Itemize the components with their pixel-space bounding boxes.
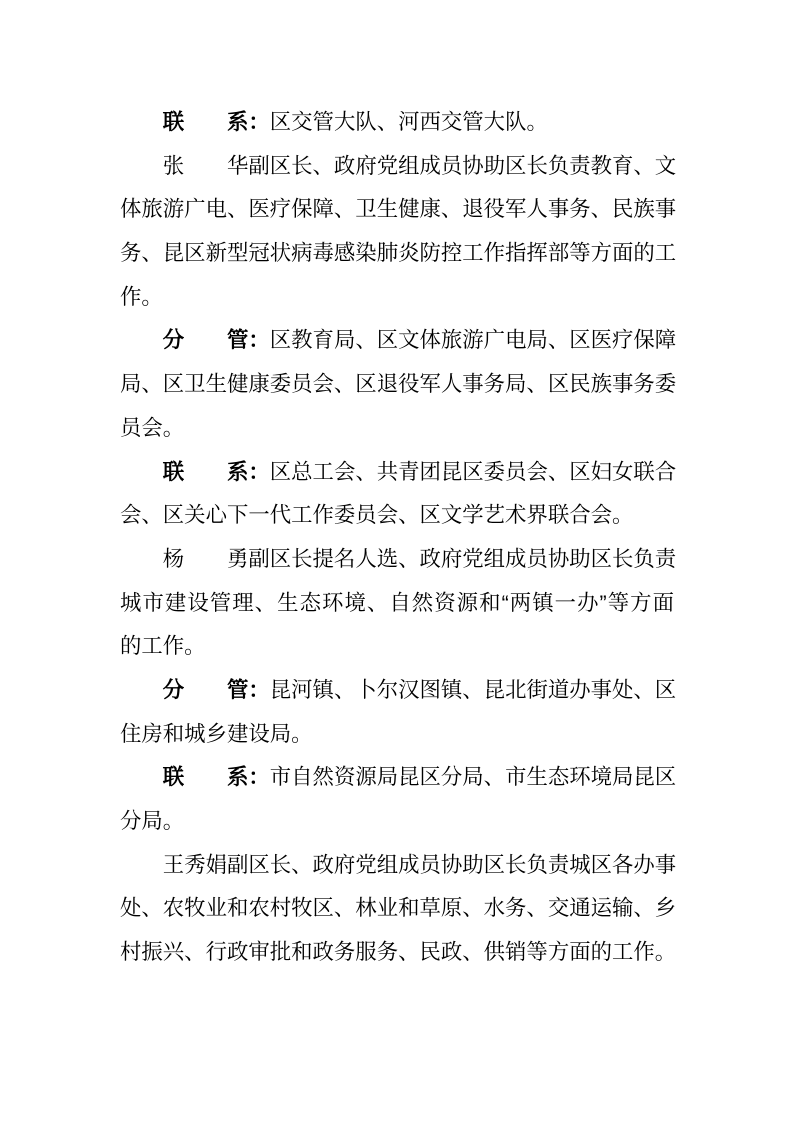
section-label: 联 系： — [162, 110, 270, 134]
line-text: 王秀娟副区长、政府党组成员协助区长负责城区各办事 — [162, 852, 677, 877]
line-text: 会、区关心下一代工作委员会、区文学艺术界联合会。 — [120, 503, 634, 528]
section-label: 联 系： — [162, 459, 270, 484]
text-line — [120, 800, 674, 844]
paragraph — [120, 669, 677, 756]
text-line — [120, 756, 677, 800]
text-line — [120, 844, 677, 888]
line-text: 员会。 — [120, 415, 185, 440]
text-line — [120, 451, 677, 495]
text-line — [120, 145, 677, 189]
line-text: 市自然资源局昆区分局、市生态环境局昆区 — [269, 765, 677, 790]
text-line — [120, 538, 677, 582]
text-line — [120, 363, 677, 407]
paragraph — [120, 538, 677, 669]
text-line — [120, 407, 674, 451]
line-text: 体旅游广电、医疗保障、卫生健康、退役军人事务、民族事 — [120, 197, 677, 222]
section-label: 分 管： — [162, 677, 270, 702]
text-line — [120, 582, 674, 626]
line-text: 处、农牧业和农村牧区、林业和草原、水务、交通运输、乡 — [120, 896, 677, 921]
paragraph — [120, 844, 677, 975]
section-label: 分 管： — [162, 328, 270, 353]
line-text: 杨 勇副区长提名人选、政府党组成员协助区长负责 — [162, 546, 677, 571]
line-text: 区总工会、共青团昆区委员会、区妇女联合 — [269, 459, 677, 484]
line-text: 的工作。 — [120, 634, 206, 659]
text-line — [120, 494, 674, 538]
line-text: 局、区卫生健康委员会、区退役军人事务局、区民族事务委 — [120, 372, 677, 397]
text-line — [120, 276, 674, 320]
paragraph — [120, 319, 677, 450]
text-line — [120, 887, 677, 931]
text-line — [120, 625, 674, 669]
text-line — [120, 713, 674, 757]
text-line — [120, 188, 677, 232]
line-text: 住房和城乡建设局。 — [120, 721, 313, 746]
paragraph — [120, 451, 677, 538]
text-line — [120, 669, 677, 713]
text-block — [120, 101, 677, 975]
text-line — [120, 931, 677, 975]
line-text: 昆河镇、卜尔汉图镇、昆北街道办事处、区 — [269, 677, 677, 702]
line-text: 区交管大队、河西交管大队。 — [269, 110, 548, 134]
paragraph — [120, 145, 677, 320]
text-line — [120, 232, 677, 276]
text-line — [120, 319, 677, 363]
line-text: 村振兴、行政审批和政务服务、民政、供销等方面的工作。 — [120, 940, 677, 965]
line-text: 区教育局、区文体旅游广电局、区医疗保障 — [269, 328, 677, 353]
line-text: 务、昆区新型冠状病毒感染肺炎防控工作指挥部等方面的工 — [120, 241, 677, 266]
line-text: 作。 — [120, 284, 163, 309]
text-line — [120, 101, 674, 145]
line-text: 张 华副区长、政府党组成员协助区长负责教育、文 — [162, 153, 677, 178]
line-text: 城市建设管理、生态环境、自然资源和“两镇一办”等方面 — [120, 590, 674, 615]
line-text: 分局。 — [120, 809, 185, 833]
section-label: 联 系： — [162, 765, 270, 790]
paragraph — [120, 101, 674, 145]
paragraph — [120, 756, 677, 843]
